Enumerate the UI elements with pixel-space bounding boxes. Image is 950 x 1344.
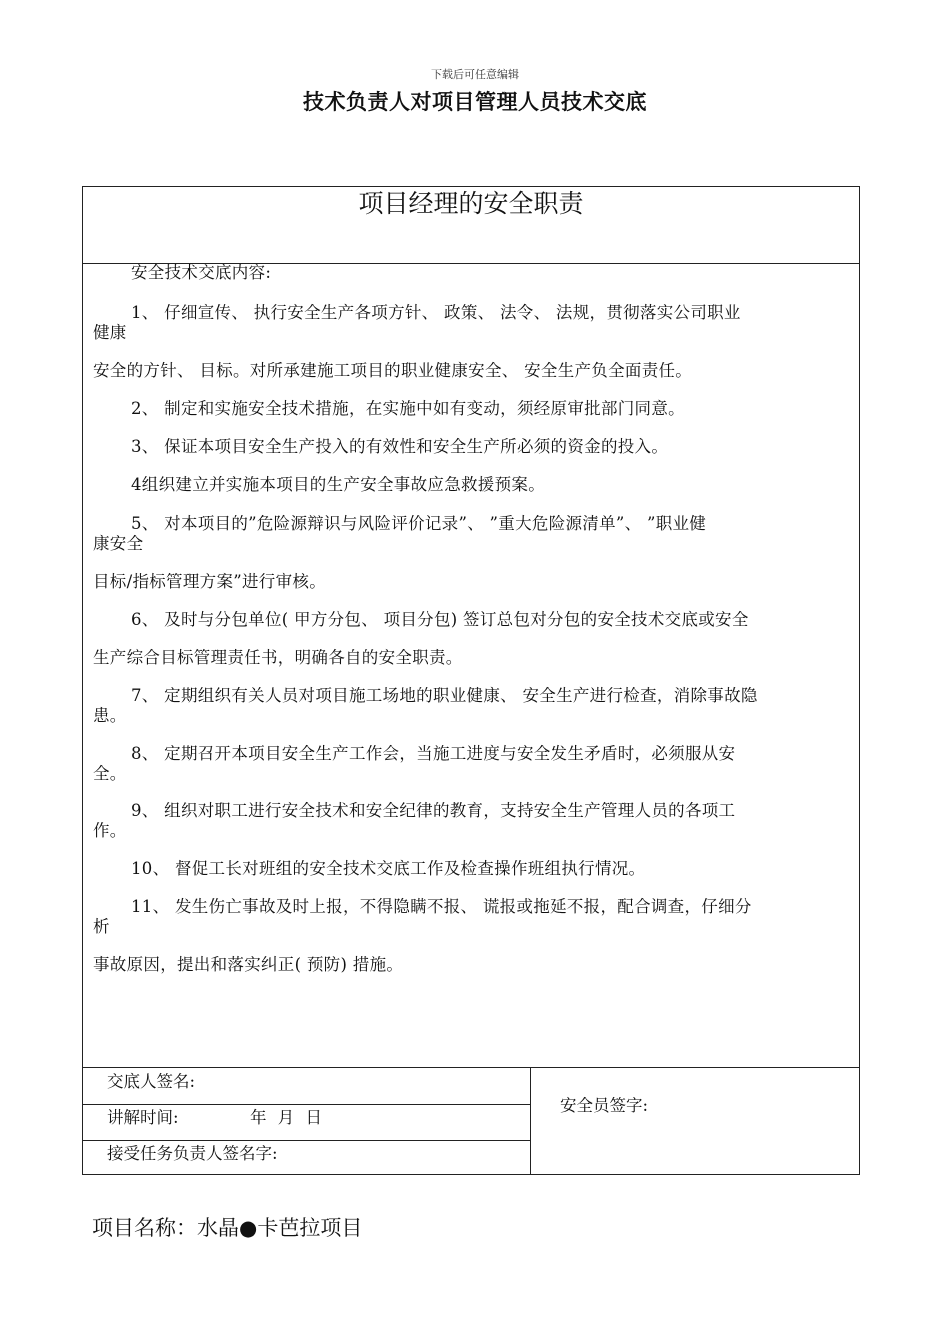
presenter-signature-row (83, 1068, 530, 1105)
content-line: 健康 (93, 323, 127, 342)
document-title: 技术负责人对项目管理人员技术交底 (303, 90, 647, 114)
content-line: 全。 (93, 764, 127, 783)
content-line: 2、 制定和实施安全技术措施，在实施中如有变动，须经原审批部门同意。 (131, 399, 685, 418)
content-line: 7、 定期组织有关人员对项目施工场地的职业健康、 安全生产进行检查，消除事故隐 (131, 686, 758, 705)
explanation-time-label: 讲解时间: (107, 1108, 179, 1127)
content-line: 4组织建立并实施本项目的生产安全事故应急救援预案。 (131, 475, 545, 494)
disclosure-table (82, 186, 860, 1175)
content-line: 作。 (93, 821, 127, 840)
safety-officer-cell (530, 1068, 861, 1175)
content-line: 康安全 (93, 534, 144, 553)
explanation-time-row (83, 1104, 530, 1141)
safety-officer-signature-label: 安全员签字: (560, 1096, 649, 1115)
project-name: 项目名称：水晶●卡芭拉项目 (92, 1216, 363, 1240)
table-heading: 项目经理的安全职责 (358, 189, 584, 218)
content-area (83, 263, 859, 1067)
download-note: 下载后可任意编辑 (431, 68, 519, 81)
content-intro: 安全技术交底内容: (131, 263, 272, 282)
content-line: 9、 组织对职工进行安全技术和安全纪律的教育，支持安全生产管理人员的各项工 (131, 801, 736, 820)
content-line: 患。 (93, 706, 127, 725)
content-line: 3、 保证本项目安全生产投入的有效性和安全生产所必须的资金的投入。 (131, 437, 669, 456)
presenter-signature-label: 交底人签名: (107, 1072, 196, 1091)
signoff-section (83, 1067, 859, 1175)
content-line: 安全的方针、 目标。对所承建施工项目的职业健康安全、 安全生产负全面责任。 (93, 361, 693, 380)
content-line: 5、 对本项目的”危险源辩识与风险评价记录”、 ”重大危险源清单”、 ”职业健 (131, 514, 707, 533)
content-line: 目标/指标管理方案”进行审核。 (93, 572, 326, 591)
content-line: 1、 仔细宣传、 执行安全生产各项方针、 政策、 法令、 法规，贯彻落实公司职业 (131, 303, 741, 322)
signoff-left (83, 1068, 531, 1175)
content-line: 生产综合目标管理责任书，明确各自的安全职责。 (93, 648, 463, 667)
content-line: 析 (93, 917, 110, 936)
heading-row (83, 187, 859, 264)
content-line: 8、 定期召开本项目安全生产工作会，当施工进度与安全发生矛盾时，必须服从安 (131, 744, 736, 763)
content-line: 6、 及时与分包单位( 甲方分包、 项目分包) 签订总包对分包的安全技术交底或安全 (131, 610, 749, 629)
receiver-signature-label: 接受任务负责人签名字: (107, 1144, 278, 1163)
content-line: 11、 发生伤亡事故及时上报，不得隐瞒不报、 谎报或拖延不报，配合调查，仔细分 (131, 897, 752, 916)
content-line: 10、 督促工长对班组的安全技术交底工作及检查操作班组执行情况。 (131, 859, 646, 878)
date-label: 年 月 日 (250, 1108, 322, 1127)
content-line: 事故原因，提出和落实纠正( 预防) 措施。 (93, 955, 404, 974)
receiver-signature-row (83, 1140, 530, 1175)
